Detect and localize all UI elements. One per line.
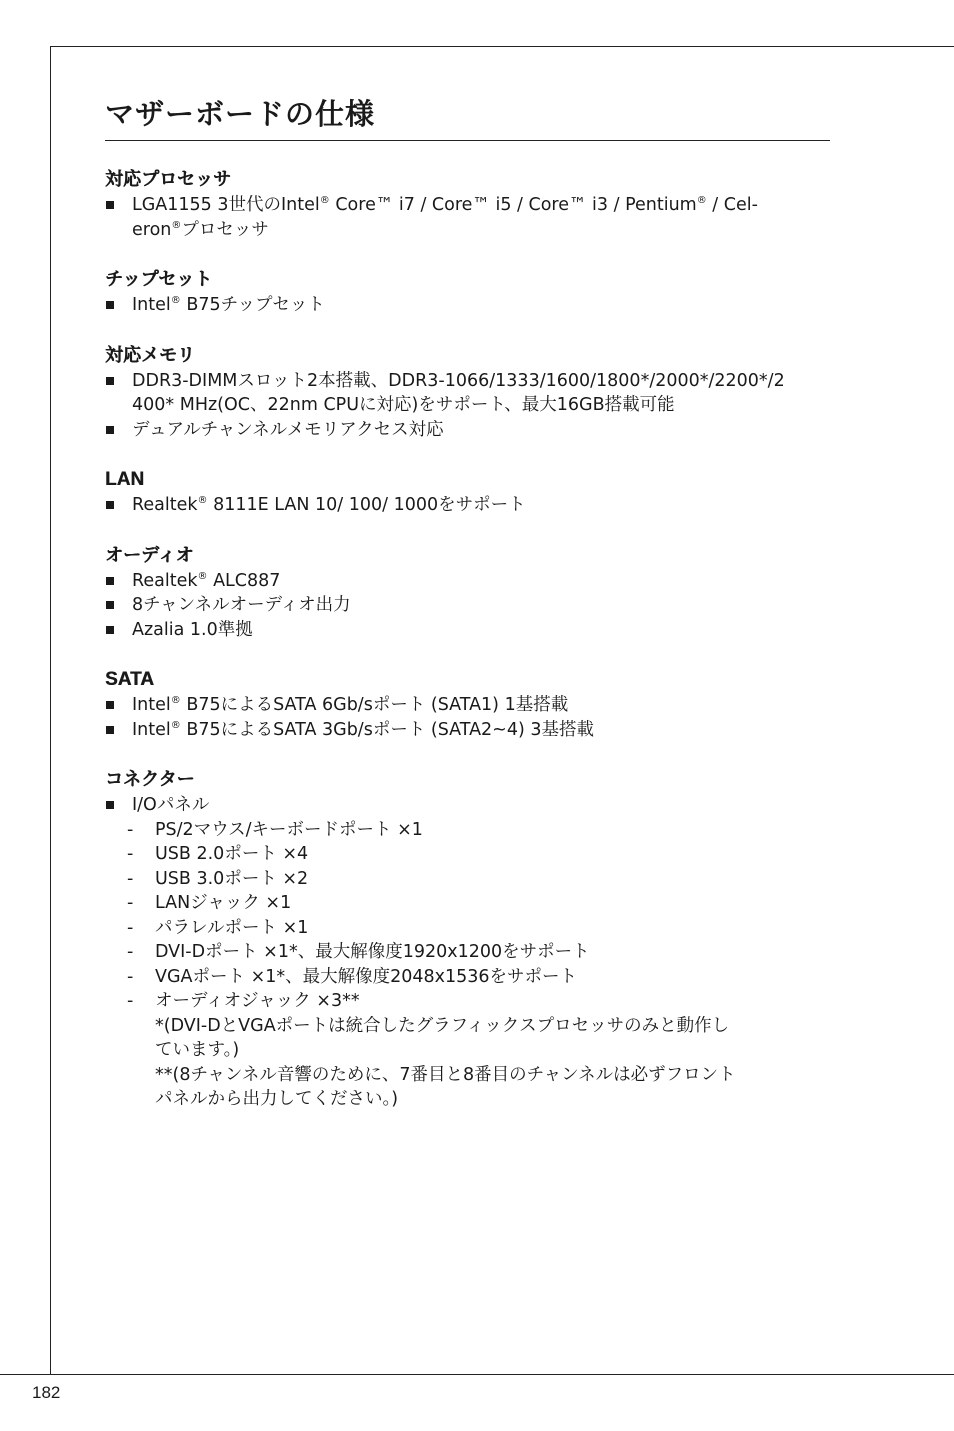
bullet-icon: [106, 377, 114, 385]
spec-item-text: I/Oパネル: [132, 795, 210, 815]
spec-item-text: Azalia 1.0準拠: [132, 619, 253, 640]
note-text: パネルから出力してください。): [155, 1089, 399, 1109]
section-title-audio: オーディオ: [105, 544, 194, 566]
spec-item: [105, 593, 830, 618]
footnote-dvi-vga: [105, 1014, 830, 1063]
spec-item-text: Realtek® ALC887: [132, 570, 281, 591]
bullet-icon: [106, 726, 114, 734]
sub-item: [105, 818, 830, 843]
spec-item: [105, 718, 830, 743]
spec-item-text: DDR3-DIMMスロット2本搭載、DDR3-1066/1333/1600/1800*/2000*/2200*/2: [132, 370, 785, 391]
page-frame-top-rule: [50, 46, 954, 47]
spec-item-text: Intel® B75によるSATA 6Gb/sポート (SATA1) 1基搭載: [132, 695, 569, 715]
spec-item: [105, 793, 830, 818]
page-frame-bottom-rule: [0, 1374, 954, 1375]
footnote-audio: [105, 1063, 830, 1112]
bullet-icon: [106, 426, 114, 434]
spec-item: [105, 369, 830, 418]
spec-item: [105, 193, 830, 242]
spec-item-text: デュアルチャンネルメモリアクセス対応: [132, 419, 444, 440]
dash-icon: -: [127, 966, 134, 987]
section-title-memory: 対応メモリ: [105, 344, 195, 366]
section-audio: [105, 545, 830, 643]
spec-item-text: Intel® B75によるSATA 3Gb/sポート (SATA2~4) 3基搭載: [132, 719, 595, 740]
bullet-icon: [106, 501, 114, 509]
sub-item-text: USB 3.0ポート ×2: [155, 868, 309, 889]
spec-item: [105, 618, 830, 643]
sub-item-text: VGAポート ×1*、最大解像度2048x1536をサポート: [155, 966, 578, 987]
section-title-sata: SATA: [105, 669, 154, 690]
spec-item: [105, 418, 830, 443]
sub-item-text: USB 2.0ポート ×4: [155, 844, 309, 864]
note-text: ています。): [155, 1040, 240, 1060]
sub-item-text: DVI-Dポート ×1*、最大解像度1920x1200をサポート: [155, 942, 590, 962]
section-title-chipset: チップセット: [105, 269, 213, 290]
spec-content: [105, 96, 830, 1112]
spec-item: [105, 693, 830, 718]
spec-item: [105, 569, 830, 594]
sub-item: [105, 867, 830, 892]
sub-item: [105, 891, 830, 916]
sub-item-text: オーディオジャック ×3**: [155, 991, 360, 1011]
page-number: 182: [32, 1383, 61, 1402]
spec-item-text: Intel® B75チップセット: [132, 295, 325, 315]
dash-icon: -: [127, 819, 134, 840]
spec-item-text: LGA1155 3世代のIntel® Core™ i7 / Core™ i5 / Core™ i3 / Pentium® / Cel-: [132, 195, 758, 215]
section-processor: [105, 169, 830, 242]
bullet-icon: [106, 701, 114, 709]
dash-icon: -: [127, 868, 134, 889]
spec-item-text: 8チャンネルオーディオ出力: [132, 595, 351, 615]
note-text: **(8チャンネル音響のために、7番目と8番目のチャンネルは必ずフロント: [155, 1064, 736, 1085]
bullet-icon: [106, 201, 114, 209]
spec-item-text: 400* MHz(OC、22nm CPUに対応)をサポート、最大16GB搭載可能: [132, 395, 675, 415]
dash-icon: -: [127, 917, 134, 938]
sub-item-text: LANジャック ×1: [155, 893, 292, 913]
section-connectors: [105, 769, 830, 1112]
dash-icon: -: [127, 942, 134, 962]
note-text: *(DVI-DとVGAポートは統合したグラフィックスプロセッサのみと動作し: [155, 1015, 730, 1036]
bullet-icon: [106, 601, 114, 609]
section-title-connectors: コネクター: [105, 769, 195, 790]
spec-item-text: eron®プロセッサ: [132, 219, 269, 240]
page-frame-left-rule: [50, 46, 51, 1374]
section-memory: [105, 345, 830, 443]
dash-icon: -: [127, 991, 134, 1011]
bullet-icon: [106, 801, 114, 809]
bullet-icon: [106, 577, 114, 585]
section-title-processor: 対応プロセッサ: [105, 169, 231, 190]
dash-icon: -: [127, 893, 134, 913]
spec-item-text: Realtek® 8111E LAN 10/ 100/ 1000をサポート: [132, 495, 526, 515]
sub-item: [105, 940, 830, 965]
spec-item: [105, 293, 830, 318]
section-sata: [105, 669, 830, 742]
section-title-lan: LAN: [105, 469, 145, 490]
sub-item: [105, 916, 830, 941]
sub-item: [105, 842, 830, 867]
section-chipset: [105, 269, 830, 318]
page-title: マザーボードの仕様: [105, 96, 830, 141]
sub-item: [105, 989, 830, 1014]
bullet-icon: [106, 301, 114, 309]
section-lan: [105, 469, 830, 518]
sub-item: [105, 965, 830, 990]
spec-item: [105, 493, 830, 518]
sub-item-text: パラレルポート ×1: [155, 917, 309, 938]
bullet-icon: [106, 626, 114, 634]
dash-icon: -: [127, 844, 134, 864]
sub-item-text: PS/2マウス/キーボードポート ×1: [155, 819, 423, 840]
